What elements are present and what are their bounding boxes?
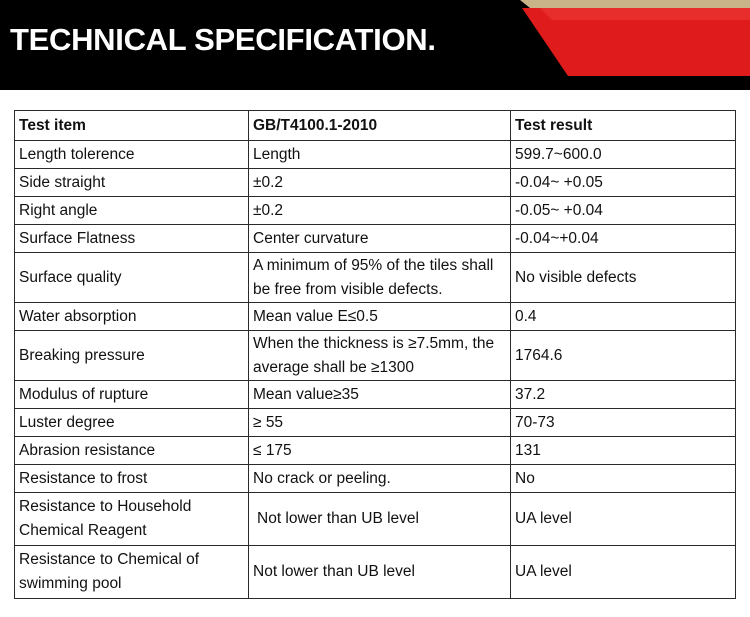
cell-standard: ±0.2 [249, 197, 511, 225]
specification-table [14, 110, 736, 599]
table-row [15, 493, 736, 546]
cell-test-item: Abrasion resistance [15, 437, 249, 465]
cell-test-item: Right angle [15, 197, 249, 225]
table-header-row [15, 111, 736, 141]
banner-gold-strip [520, 0, 750, 8]
table-row [15, 303, 736, 331]
cell-result: 1764.6 [511, 331, 736, 381]
table-row [15, 437, 736, 465]
cell-test-item: Resistance to Household Chemical Reagent [15, 493, 249, 546]
cell-result: No [511, 465, 736, 493]
cell-test-item: Water absorption [15, 303, 249, 331]
header-banner [0, 0, 750, 90]
cell-test-item: Surface quality [15, 253, 249, 303]
cell-test-item: Surface Flatness [15, 225, 249, 253]
table-row [15, 381, 736, 409]
cell-standard: Length [249, 141, 511, 169]
table-row [15, 465, 736, 493]
cell-test-item: Resistance to frost [15, 465, 249, 493]
cell-standard: ±0.2 [249, 169, 511, 197]
cell-result: UA level [511, 493, 736, 546]
cell-result: -0.05~ +0.04 [511, 197, 736, 225]
cell-standard: Not lower than UB level [249, 546, 511, 599]
cell-test-item: Breaking pressure [15, 331, 249, 381]
column-header-standard: GB/T4100.1-2010 [249, 111, 511, 141]
cell-standard: ≤ 175 [249, 437, 511, 465]
column-header-test-result: Test result [511, 111, 736, 141]
cell-test-item: Side straight [15, 169, 249, 197]
cell-result: 70-73 [511, 409, 736, 437]
cell-result: 131 [511, 437, 736, 465]
table-row [15, 169, 736, 197]
cell-standard: No crack or peeling. [249, 465, 511, 493]
cell-standard: Not lower than UB level [249, 493, 511, 546]
cell-test-item: Resistance to Chemical of swimming pool [15, 546, 249, 599]
banner-red-highlight [540, 8, 750, 20]
table-row [15, 409, 736, 437]
cell-standard: Center curvature [249, 225, 511, 253]
cell-test-item: Length tolerence [15, 141, 249, 169]
table-row [15, 197, 736, 225]
cell-standard: Mean value≥35 [249, 381, 511, 409]
table-row [15, 253, 736, 303]
cell-result: UA level [511, 546, 736, 599]
cell-result: 0.4 [511, 303, 736, 331]
cell-test-item: Modulus of rupture [15, 381, 249, 409]
cell-result: 37.2 [511, 381, 736, 409]
page-title: TECHNICAL SPECIFICATION. [10, 22, 436, 57]
cell-standard: A minimum of 95% of the tiles shall be free from visible defects. [249, 253, 511, 303]
cell-test-item: Luster degree [15, 409, 249, 437]
cell-standard: Mean value E≤0.5 [249, 303, 511, 331]
table-row [15, 225, 736, 253]
cell-result: -0.04~ +0.05 [511, 169, 736, 197]
cell-standard: When the thickness is ≥7.5mm, the average shall be ≥1300 [249, 331, 511, 381]
cell-result: No visible defects [511, 253, 736, 303]
table-row [15, 331, 736, 381]
cell-result: 599.7~600.0 [511, 141, 736, 169]
table-row [15, 546, 736, 599]
cell-result: -0.04~+0.04 [511, 225, 736, 253]
column-header-test-item: Test item [15, 111, 249, 141]
cell-standard: ≥ 55 [249, 409, 511, 437]
table-row [15, 141, 736, 169]
